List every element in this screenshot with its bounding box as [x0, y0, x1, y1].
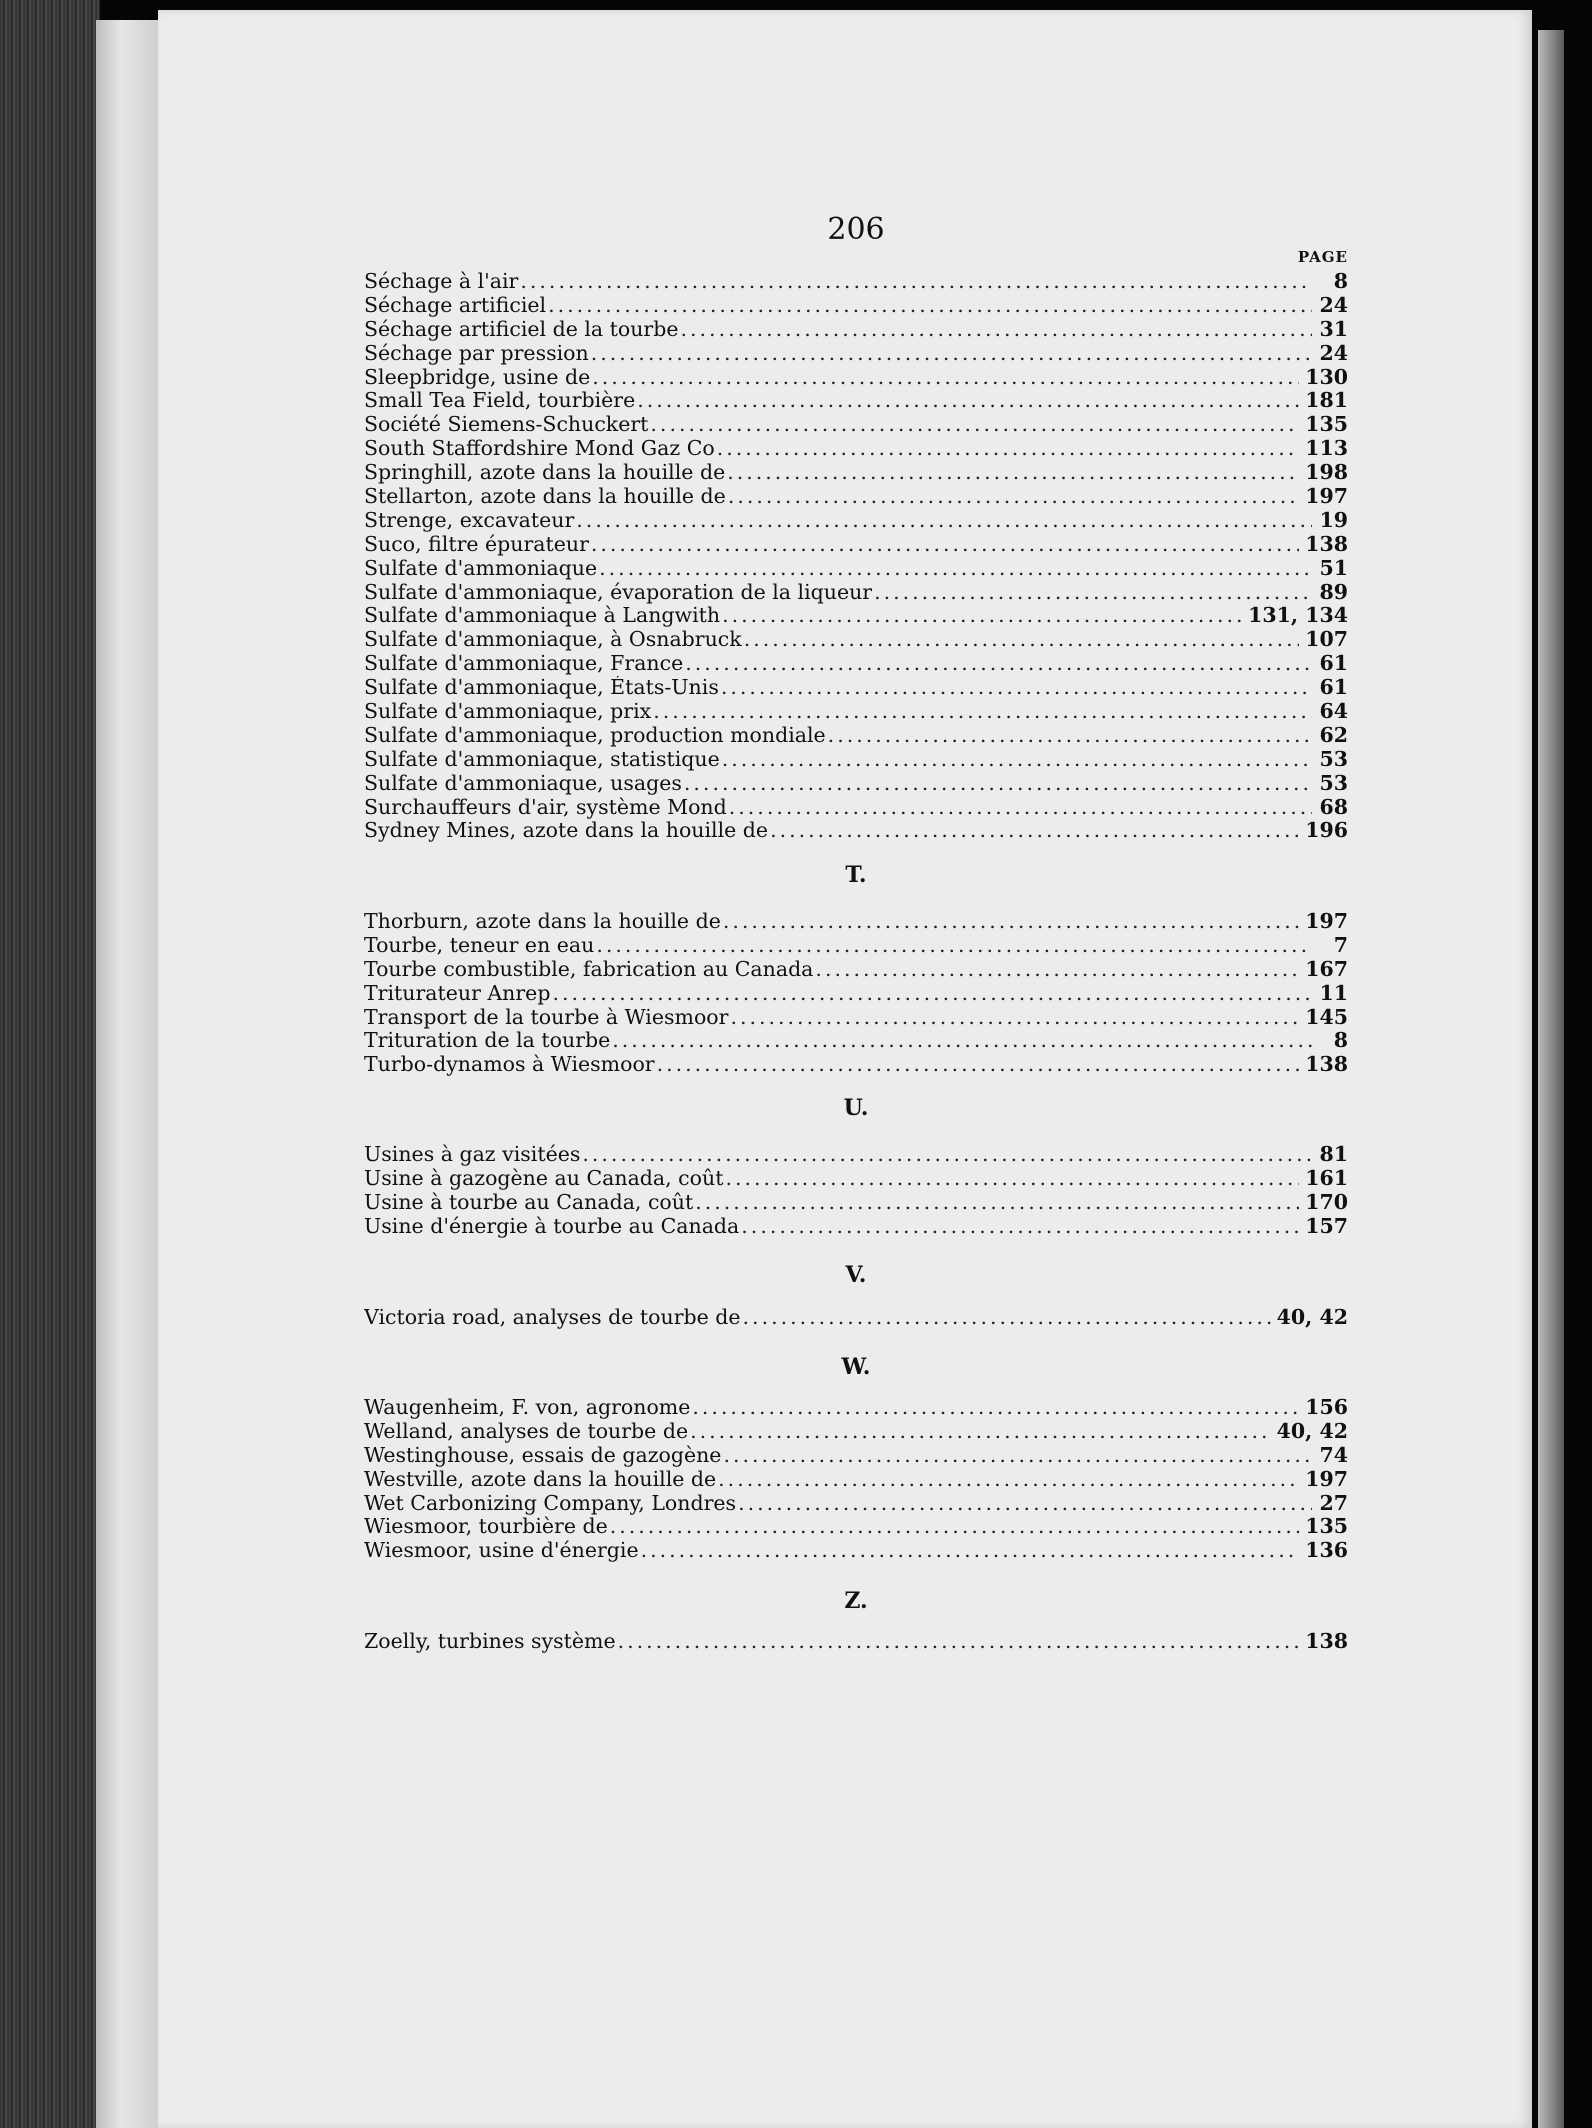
index-term: Wiesmoor, tourbière de — [364, 1515, 608, 1539]
index-page-number: 107 — [1305, 628, 1348, 652]
index-entry — [364, 676, 1348, 700]
index-term: Sulfate d'ammoniaque, à Osnabruck — [364, 628, 742, 652]
index-entry — [364, 1006, 1348, 1030]
index-entry — [364, 1492, 1348, 1516]
index-term: Séchage artificiel de la tourbe — [364, 317, 679, 341]
index-page-number: 89 — [1319, 580, 1348, 604]
dot-leader — [592, 366, 1299, 390]
index-term: Sulfate d'ammoniaque — [364, 556, 598, 580]
index-entry — [364, 366, 1348, 390]
index-page-number: 196 — [1305, 819, 1348, 843]
index-page-number: 138 — [1305, 1630, 1348, 1653]
dot-leader — [681, 318, 1313, 342]
dot-leader — [770, 819, 1299, 843]
index-term: Sulfate d'ammoniaque, évaporation de la liqueur — [364, 580, 873, 604]
dot-leader — [591, 342, 1312, 366]
index-term: Sydney Mines, azote dans la houille de — [364, 819, 769, 843]
index-page-number: 61 — [1319, 652, 1348, 676]
index-entry — [364, 557, 1348, 581]
index-page-number: 131, 134 — [1248, 604, 1348, 628]
index-page-number: 138 — [1305, 532, 1348, 556]
section-letter: U. — [843, 1095, 869, 1121]
dot-leader — [591, 533, 1299, 557]
index-page-number: 181 — [1305, 389, 1348, 413]
section-letter: W. — [841, 1354, 871, 1380]
index-page-number: 156 — [1305, 1396, 1348, 1419]
index-page-number: 68 — [1319, 795, 1348, 819]
index-page-number: 51 — [1319, 556, 1348, 580]
index-term: Wiesmoor, usine d'énergie — [364, 1539, 639, 1563]
index-page-number: 61 — [1319, 676, 1348, 700]
index-page-number: 81 — [1319, 1143, 1348, 1166]
page-number: 206 — [827, 212, 885, 247]
dot-leader — [723, 1444, 1312, 1468]
dot-leader — [596, 934, 1312, 958]
dot-leader — [610, 1515, 1299, 1539]
index-page-number: 31 — [1319, 317, 1348, 341]
index-entry — [364, 1630, 1348, 1654]
dot-leader — [722, 604, 1242, 628]
section-letter: T. — [845, 862, 867, 888]
index-entry — [364, 772, 1348, 796]
index-entry — [364, 509, 1348, 533]
dot-leader — [520, 270, 1312, 294]
index-entry — [364, 1396, 1348, 1420]
index-entry — [364, 1143, 1348, 1167]
index-entry — [364, 270, 1348, 294]
index-term: Usine d'énergie à tourbe au Canada — [364, 1214, 740, 1238]
dot-leader — [690, 1420, 1271, 1444]
index-page-number: 157 — [1305, 1214, 1348, 1238]
dot-leader — [653, 700, 1312, 724]
index-entry — [364, 294, 1348, 318]
index-page-number: 138 — [1305, 1053, 1348, 1077]
index-page-number: 24 — [1319, 293, 1348, 317]
index-section — [364, 1143, 1348, 1239]
index-term: South Staffordshire Mond Gaz Co — [364, 437, 715, 461]
index-page-number: 197 — [1305, 910, 1348, 933]
index-page-number: 19 — [1319, 508, 1348, 532]
dot-leader — [729, 796, 1312, 820]
index-term: Wet Carbonizing Company, Londres — [364, 1491, 737, 1515]
dot-leader — [612, 1029, 1312, 1053]
dot-leader — [722, 748, 1312, 772]
index-entry — [364, 1539, 1348, 1563]
index-entry — [364, 700, 1348, 724]
index-page-number: 167 — [1305, 957, 1348, 981]
index-entry — [364, 413, 1348, 437]
index-entry — [364, 533, 1348, 557]
dot-leader — [718, 1468, 1299, 1492]
index-page-number: 130 — [1305, 365, 1348, 389]
index-entry — [364, 958, 1348, 982]
index-entry — [364, 1306, 1348, 1330]
index-page-number: 197 — [1305, 485, 1348, 509]
index-term: Trituration de la tourbe — [364, 1029, 611, 1053]
index-term: Thorburn, azote dans la houille de — [364, 910, 721, 933]
page-stack-edge — [96, 20, 158, 2128]
section-letter: Z. — [844, 1588, 868, 1614]
index-term: Tourbe combustible, fabrication au Canada — [364, 957, 814, 981]
index-entry — [364, 819, 1348, 843]
dot-leader — [684, 772, 1312, 796]
index-page-number: 8 — [1333, 1029, 1348, 1053]
index-page-number: 64 — [1319, 700, 1348, 724]
dot-leader — [692, 1396, 1299, 1420]
index-entry — [364, 982, 1348, 1006]
index-term: Séchage à l'air — [364, 270, 519, 293]
index-entry — [364, 461, 1348, 485]
index-entry — [364, 724, 1348, 748]
index-section — [364, 270, 1348, 843]
index-page-number: 198 — [1305, 461, 1348, 485]
index-term: Small Tea Field, tourbière — [364, 389, 636, 413]
index-term: Usines à gaz visitées — [364, 1143, 581, 1166]
dot-leader — [641, 1539, 1300, 1563]
index-term: Zoelly, turbines système — [364, 1630, 616, 1653]
index-entry — [364, 934, 1348, 958]
index-term: Stellarton, azote dans la houille de — [364, 485, 726, 509]
index-entry — [364, 1515, 1348, 1539]
dot-leader — [815, 958, 1299, 982]
dot-leader — [725, 1167, 1299, 1191]
index-page-number: 197 — [1305, 1467, 1348, 1491]
index-page-number: 145 — [1305, 1005, 1348, 1029]
index-term: Séchage par pression — [364, 341, 589, 365]
index-page-number: 7 — [1333, 933, 1348, 957]
index-term: Sulfate d'ammoniaque, usages — [364, 771, 682, 795]
index-page-number: 170 — [1305, 1190, 1348, 1214]
index-term: Sulfate d'ammoniaque, France — [364, 652, 684, 676]
index-term: Tourbe, teneur en eau — [364, 933, 595, 957]
dot-leader — [599, 557, 1312, 581]
dot-leader — [685, 652, 1312, 676]
index-term: Société Siemens-Schuckert — [364, 413, 649, 437]
index-term: Sulfate d'ammoniaque à Langwith — [364, 604, 721, 628]
index-term: Westinghouse, essais de gazogène — [364, 1443, 722, 1467]
index-page-number: 8 — [1333, 270, 1348, 293]
index-term: Suco, filtre épurateur — [364, 532, 589, 556]
index-entry — [364, 389, 1348, 413]
dot-leader — [730, 1006, 1299, 1030]
dot-leader — [576, 509, 1312, 533]
index-term: Triturateur Anrep — [364, 981, 551, 1005]
dot-leader — [721, 676, 1312, 700]
index-term: Victoria road, analyses de tourbe de — [364, 1306, 741, 1329]
index-entry — [364, 1468, 1348, 1492]
index-page-number: 113 — [1305, 437, 1348, 461]
index-term: Sulfate d'ammoniaque, États-Unis — [364, 676, 719, 700]
index-term: Transport de la tourbe à Wiesmoor — [364, 1005, 729, 1029]
index-term: Sulfate d'ammoniaque, statistique — [364, 747, 720, 771]
index-entry — [364, 628, 1348, 652]
dot-leader — [548, 294, 1312, 318]
index-term: Séchage artificiel — [364, 293, 547, 317]
index-entry — [364, 1191, 1348, 1215]
index-section — [364, 1396, 1348, 1563]
book-spine — [0, 0, 100, 2128]
index-term: Sulfate d'ammoniaque, production mondiale — [364, 723, 826, 747]
dot-leader — [582, 1143, 1312, 1167]
index-term: Waugenheim, F. von, agronome — [364, 1396, 691, 1419]
dot-leader — [828, 724, 1312, 748]
index-page-number: 161 — [1305, 1166, 1348, 1190]
index-page-number: 135 — [1305, 1515, 1348, 1539]
dot-leader — [618, 1630, 1300, 1654]
index-entry — [364, 1029, 1348, 1053]
index-term: Strenge, excavateur — [364, 508, 575, 532]
dot-leader — [874, 581, 1312, 605]
right-page-edge — [1538, 30, 1564, 2128]
index-entry — [364, 1420, 1348, 1444]
dot-leader — [717, 437, 1299, 461]
index-term: Sulfate d'ammoniaque, prix — [364, 700, 652, 724]
index-entry — [364, 1053, 1348, 1077]
index-entry — [364, 318, 1348, 342]
index-page-number: 40, 42 — [1276, 1419, 1348, 1443]
index-entry — [364, 604, 1348, 628]
index-page-number: 62 — [1319, 723, 1348, 747]
dot-leader — [741, 1215, 1299, 1239]
index-entry — [364, 748, 1348, 772]
index-term: Sleepbridge, usine de — [364, 365, 591, 389]
index-entry — [364, 485, 1348, 509]
dot-leader — [695, 1191, 1299, 1215]
index-term: Springhill, azote dans la houille de — [364, 461, 726, 485]
page-column-label: PAGE — [1297, 248, 1348, 266]
index-term: Turbo-dynamos à Wiesmoor — [364, 1053, 655, 1077]
dot-leader — [727, 461, 1299, 485]
index-term: Usine à tourbe au Canada, coût — [364, 1190, 694, 1214]
index-page-number: 135 — [1305, 413, 1348, 437]
dot-leader — [723, 910, 1299, 934]
dot-leader — [743, 1306, 1271, 1330]
index-page-number: 11 — [1319, 981, 1348, 1005]
index-term: Welland, analyses de tourbe de — [364, 1419, 689, 1443]
dot-leader — [637, 389, 1299, 413]
dot-leader — [738, 1492, 1312, 1516]
index-page-number: 53 — [1319, 771, 1348, 795]
index-entry — [364, 796, 1348, 820]
section-letter: V. — [845, 1262, 867, 1288]
dot-leader — [657, 1053, 1300, 1077]
index-page-number: 24 — [1319, 341, 1348, 365]
dot-leader — [552, 982, 1312, 1006]
index-entry — [364, 342, 1348, 366]
dot-leader — [744, 628, 1300, 652]
index-page-number: 40, 42 — [1276, 1306, 1348, 1329]
index-section — [364, 1306, 1348, 1330]
index-page-number: 74 — [1319, 1443, 1348, 1467]
index-entry — [364, 652, 1348, 676]
dot-leader — [728, 485, 1299, 509]
index-page-number: 136 — [1305, 1539, 1348, 1563]
index-section — [364, 910, 1348, 1077]
index-page-number: 27 — [1319, 1491, 1348, 1515]
index-page-number: 53 — [1319, 747, 1348, 771]
index-entry — [364, 581, 1348, 605]
index-section — [364, 1630, 1348, 1654]
dot-leader — [650, 413, 1299, 437]
index-entry — [364, 1167, 1348, 1191]
index-term: Usine à gazogène au Canada, coût — [364, 1166, 724, 1190]
index-term: Surchauffeurs d'air, système Mond — [364, 795, 727, 819]
index-entry — [364, 910, 1348, 934]
index-term: Westville, azote dans la houille de — [364, 1467, 717, 1491]
index-entry — [364, 1444, 1348, 1468]
index-entry — [364, 437, 1348, 461]
index-entry — [364, 1215, 1348, 1239]
